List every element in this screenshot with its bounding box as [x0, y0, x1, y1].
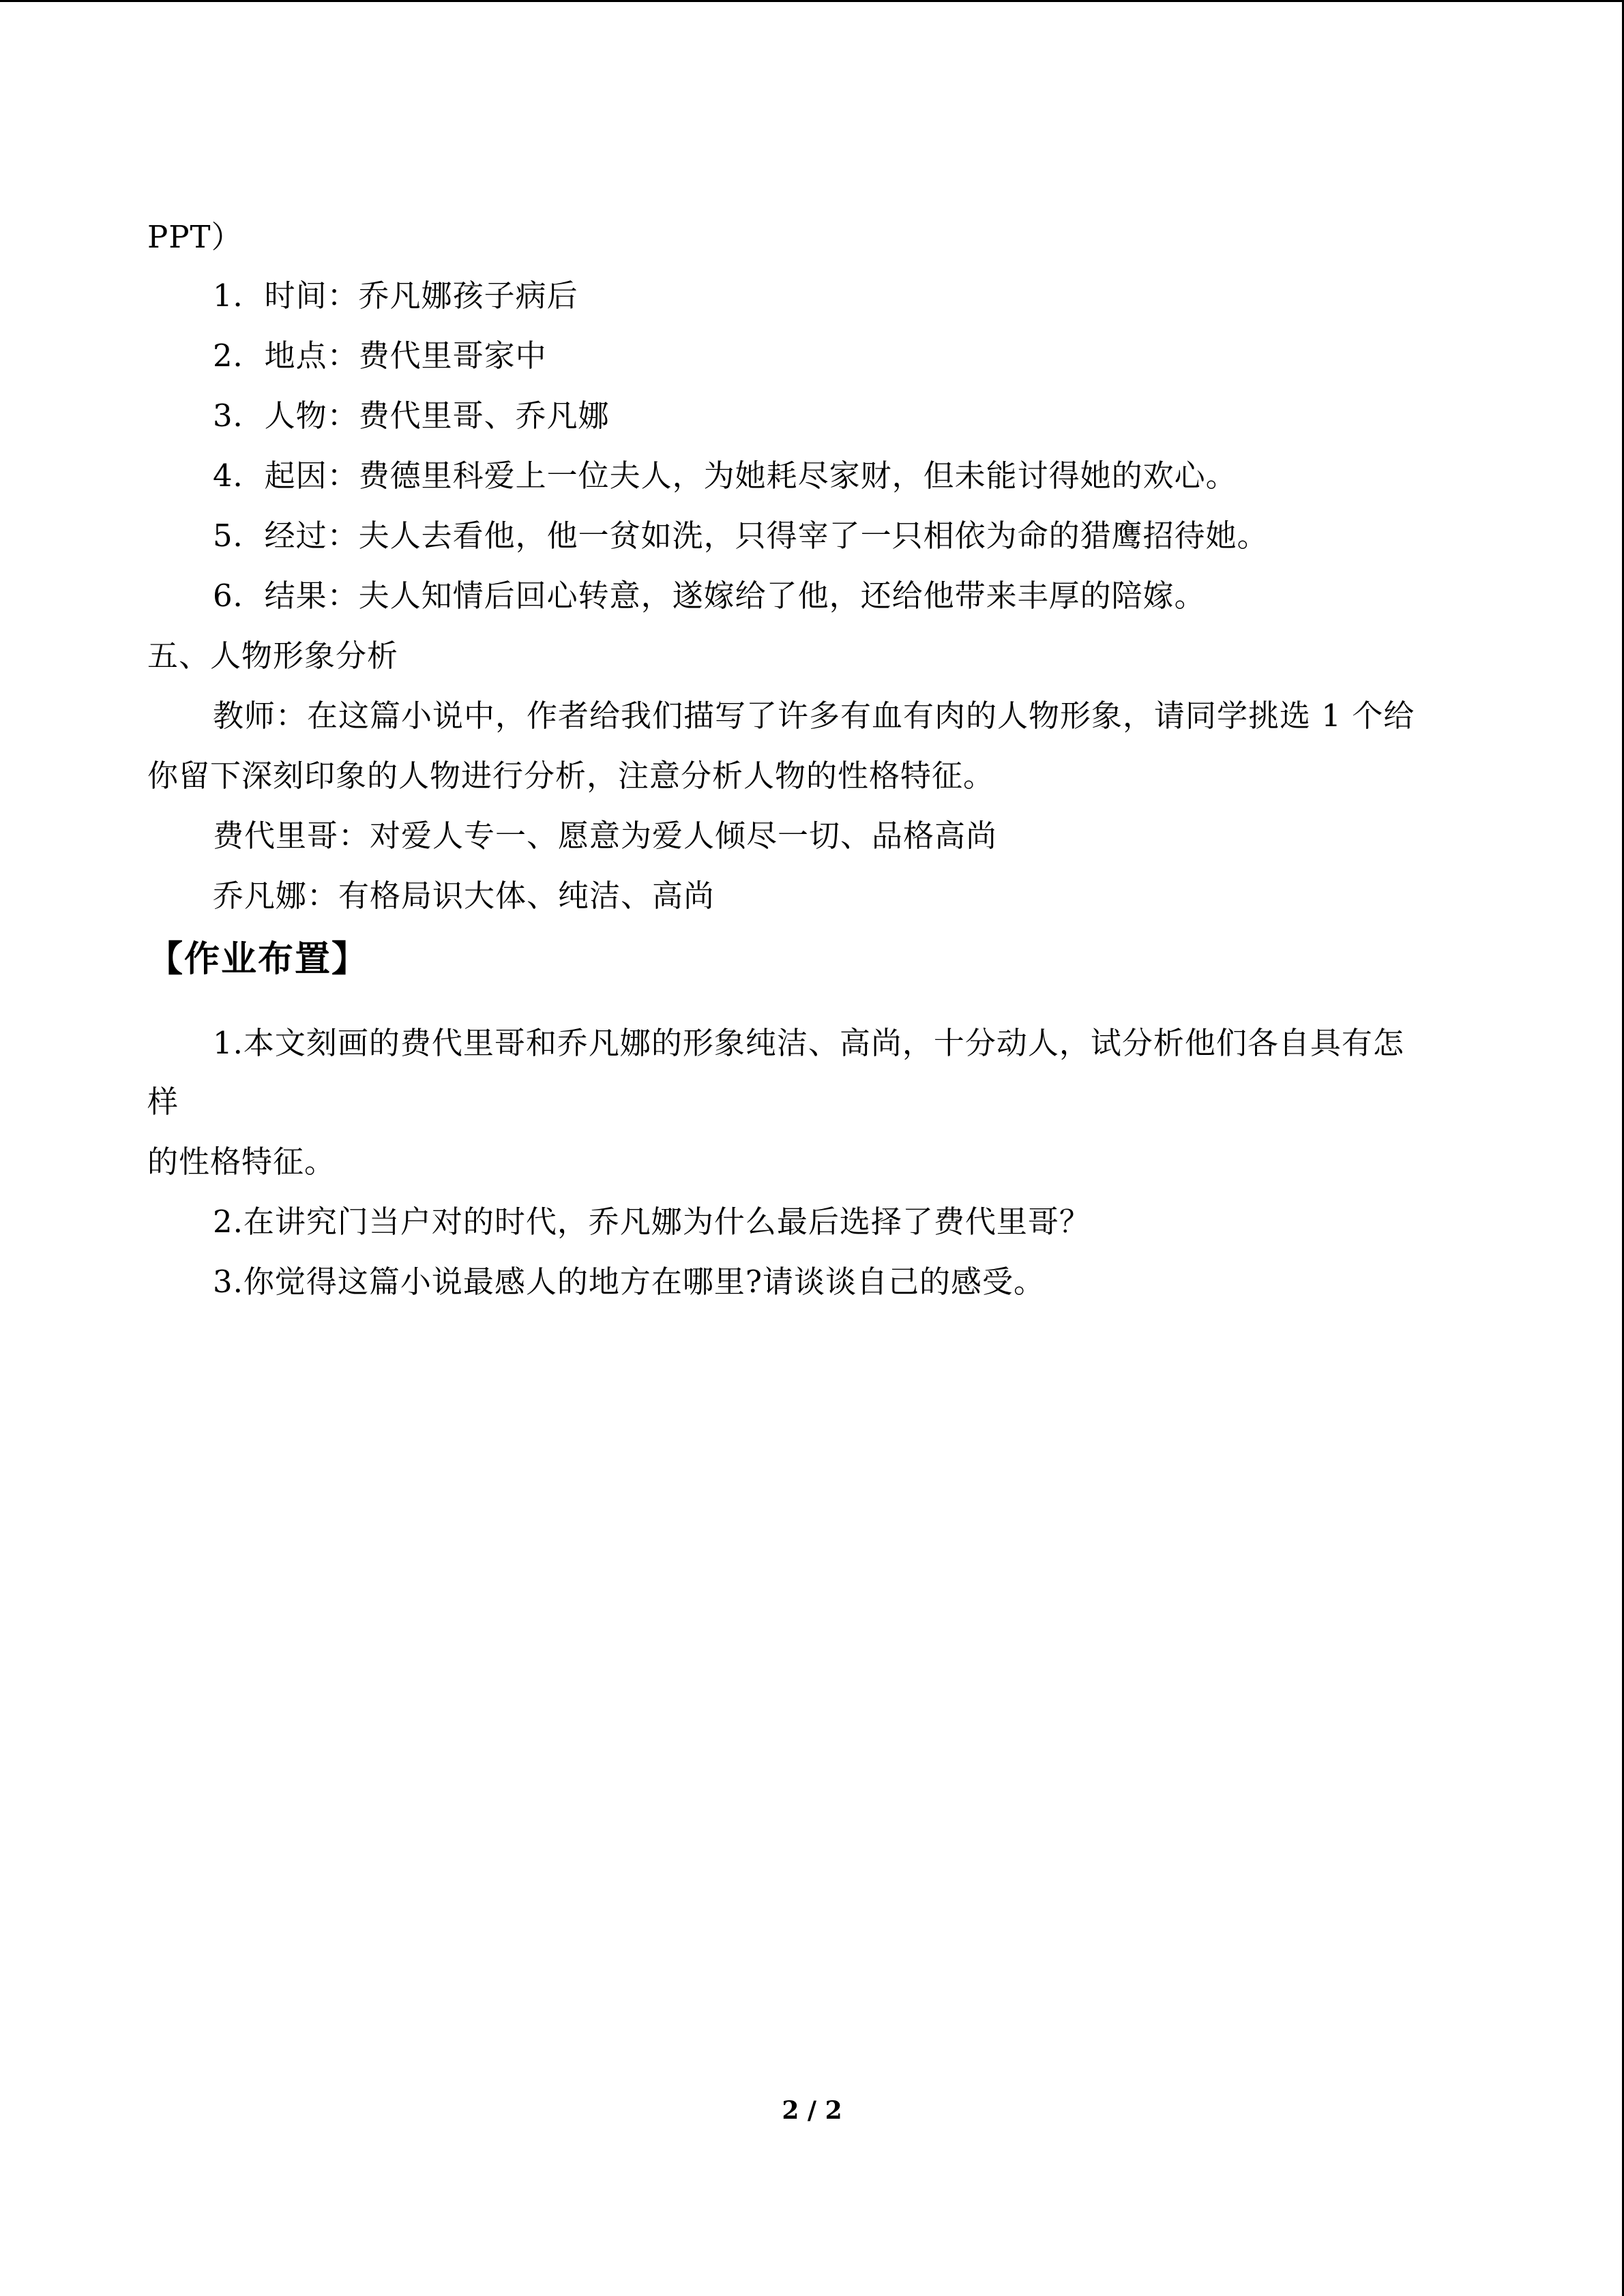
plot-characters-item: 3．人物：费代里哥、乔凡娜 [213, 398, 610, 434]
homework-item-2: 2.在讲究门当户对的时代，乔凡娜为什么最后选择了费代里哥？ [213, 1204, 1091, 1240]
plot-cause-item: 4．起因：费德里科爱上一位夫人，为她耗尽家财，但未能讨得她的欢心。 [213, 458, 1237, 494]
homework-heading: 【作业布置】 [147, 939, 369, 980]
homework-item-3: 3.你觉得这篇小说最感人的地方在哪里?请谈谈自己的感受。 [213, 1264, 1046, 1300]
plot-place-item: 2．地点：费代里哥家中 [213, 338, 547, 374]
text-line: PPT） [147, 219, 243, 255]
homework-item-1-line-1: 1.本文刻画的费代里哥和乔凡娜的形象纯洁、高尚，十分动人，试分析他们各自具有怎 [213, 1025, 1404, 1061]
teacher-paragraph-line-1: 教师：在这篇小说中，作者给我们描写了许多有血有肉的人物形象，请同学挑选 1 个给 [213, 698, 1415, 734]
character-analysis-federigo: 费代里哥：对爱人专一、愿意为爱人倾尽一切、品格高尚 [213, 818, 998, 854]
plot-time-item: 1．时间：乔凡娜孩子病后 [213, 278, 578, 314]
page-border-top [0, 0, 1624, 2]
page-number: 2 / 2 [782, 2096, 842, 2125]
homework-item-1-line-2: 样 [147, 1084, 179, 1120]
teacher-paragraph-line-2: 你留下深刻印象的人物进行分析，注意分析人物的性格特征。 [147, 758, 995, 794]
character-analysis-giovanna: 乔凡娜：有格局识大体、纯洁、高尚 [213, 878, 715, 914]
plot-result-item: 6．结果：夫人知情后回心转意，遂嫁给了他，还给他带来丰厚的陪嫁。 [213, 578, 1206, 614]
plot-process-item: 5．经过：夫人去看他，他一贫如洗，只得宰了一只相依为命的猎鹰招待她。 [213, 518, 1269, 554]
homework-item-1-line-3: 的性格特征。 [147, 1144, 336, 1180]
section-heading: 五、人物形象分析 [147, 638, 399, 674]
